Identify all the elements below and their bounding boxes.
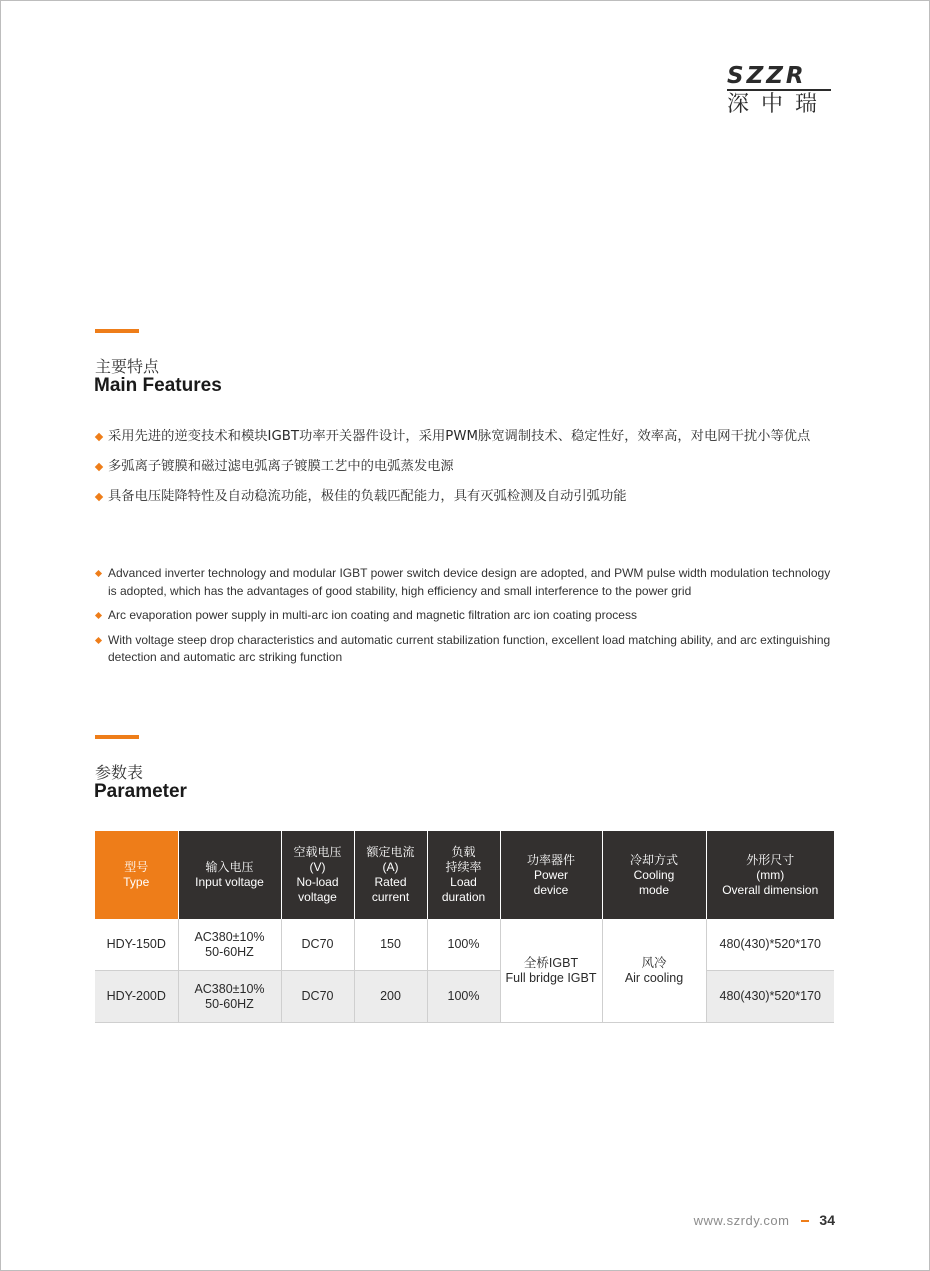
cell-input-voltage [178, 971, 281, 1023]
feature-item-en [95, 565, 840, 600]
feature-item-cn [95, 454, 835, 480]
features-accent-bar [95, 329, 139, 333]
bullet-diamond-icon [95, 636, 102, 643]
header-line: (V) [309, 860, 326, 874]
logo-text-cn: 深中瑞 [727, 92, 830, 117]
feature-item-en [95, 632, 840, 667]
cell-type: HDY-200D [95, 971, 178, 1023]
header-line: Load [450, 875, 477, 889]
features-list-en [95, 565, 840, 674]
feature-text-cn: 采用先进的逆变技术和模块IGBT功率开关器件设计，采用PWM脉宽调制技术、稳定性好，效率高，对电网干扰小等优点 [108, 429, 811, 444]
header-line: 持续率 [445, 860, 482, 874]
cell-line: 风冷 [641, 955, 667, 970]
cell-power-device [500, 919, 602, 1023]
parameter-title-en: Parameter [94, 781, 187, 802]
cell-line: 50-60HZ [205, 944, 254, 959]
cell-rated-current: 150 [354, 919, 427, 971]
cell-line: AC380±10% [194, 929, 265, 944]
header-overall-dimension [706, 831, 834, 919]
cell-noload-voltage: DC70 [281, 919, 354, 971]
cell-rated-current: 200 [354, 971, 427, 1023]
bullet-diamond-icon [95, 463, 103, 471]
table-row [95, 919, 834, 971]
header-type [95, 831, 178, 919]
header-line: current [371, 890, 410, 904]
cell-dimension: 480(430)*520*170 [706, 971, 834, 1023]
header-line: 额定电流 [366, 845, 415, 859]
cell-load-duration: 100% [427, 919, 500, 971]
cell-line: Air cooling [624, 970, 684, 985]
feature-text-en: Arc evaporation power supply in multi-arc ion coating and magnetic filtration arc ion coating process [108, 608, 637, 622]
header-line: mode [638, 882, 670, 897]
header-line: duration [441, 890, 486, 904]
cell-type: HDY-150D [95, 919, 178, 971]
cell-input-voltage [178, 919, 281, 971]
header-line: No-load [296, 875, 339, 889]
logo-text-en: SZZR [727, 63, 807, 89]
bullet-diamond-icon [95, 612, 102, 619]
feature-text-cn: 多弧离子镀膜和磁过滤电弧离子镀膜工艺中的电弧蒸发电源 [108, 459, 454, 474]
header-noload-voltage [281, 831, 354, 919]
header-line: 冷却方式 [629, 852, 678, 867]
header-input-voltage [178, 831, 281, 919]
cell-line: Full bridge IGBT [505, 970, 597, 985]
cell-line: AC380±10% [194, 981, 265, 996]
header-line: 外形尺寸 [746, 852, 795, 867]
features-title-cn: 主要特点 [95, 357, 160, 376]
page-number: 34 [819, 1212, 835, 1228]
page-footer [694, 1212, 835, 1230]
bullet-diamond-icon [95, 493, 103, 501]
cell-line: 50-60HZ [205, 996, 254, 1011]
footer-url: www.szrdy.com [693, 1213, 790, 1228]
feature-text-cn: 具备电压陡降特性及自动稳流功能，极佳的负载匹配能力，具有灭弧检测及自动引弧功能 [108, 489, 627, 504]
cell-dimension: 480(430)*520*170 [706, 919, 834, 971]
brand-logo [727, 64, 835, 119]
table-row [95, 971, 834, 1023]
header-line: 功率器件 [526, 852, 575, 867]
header-line: Power [533, 867, 568, 882]
header-line: 型号 [124, 860, 149, 874]
bullet-diamond-icon [95, 433, 103, 441]
features-title-en: Main Features [94, 375, 222, 396]
table-header-row [95, 831, 834, 919]
footer-dash [801, 1220, 809, 1222]
header-line: Overall dimension [722, 882, 819, 897]
cell-line: 全桥IGBT [523, 955, 579, 970]
header-line: (mm) [756, 867, 785, 882]
header-line: Cooling [633, 867, 675, 882]
parameter-table [95, 831, 834, 1023]
feature-text-en: Advanced inverter technology and modular IGBT power switch device design are adopted, and PWM pulse width modulation technology is adopted, which has the advantages of good stability, high efficiency and small interference to the power grid [108, 566, 831, 598]
feature-text-en: With voltage steep drop characteristics and automatic current stabilization function, excellent load matching ability, and arc extinguishing detection and automatic arc striking function [108, 632, 831, 664]
header-line: Type [123, 875, 150, 889]
header-rated-current [354, 831, 427, 919]
header-cooling-mode [602, 831, 706, 919]
header-line: Rated [374, 875, 407, 889]
feature-item-cn [95, 424, 835, 450]
cell-load-duration: 100% [427, 971, 500, 1023]
header-power-device [500, 831, 602, 919]
header-line: voltage [298, 890, 337, 904]
parameter-accent-bar [95, 735, 139, 739]
cell-cooling-mode [602, 919, 706, 1023]
parameter-title-cn: 参数表 [95, 763, 144, 782]
header-load-duration [427, 831, 500, 919]
header-line: Input voltage [195, 875, 264, 889]
header-line: 空载电压 [293, 845, 342, 859]
header-line: device [533, 882, 569, 897]
header-line: 输入电压 [205, 860, 254, 874]
header-line: (A) [382, 860, 399, 874]
header-line: 负载 [451, 845, 476, 859]
features-list-cn [95, 424, 835, 514]
cell-noload-voltage: DC70 [281, 971, 354, 1023]
bullet-diamond-icon [95, 570, 102, 577]
feature-item-en [95, 607, 840, 625]
feature-item-cn [95, 484, 835, 510]
